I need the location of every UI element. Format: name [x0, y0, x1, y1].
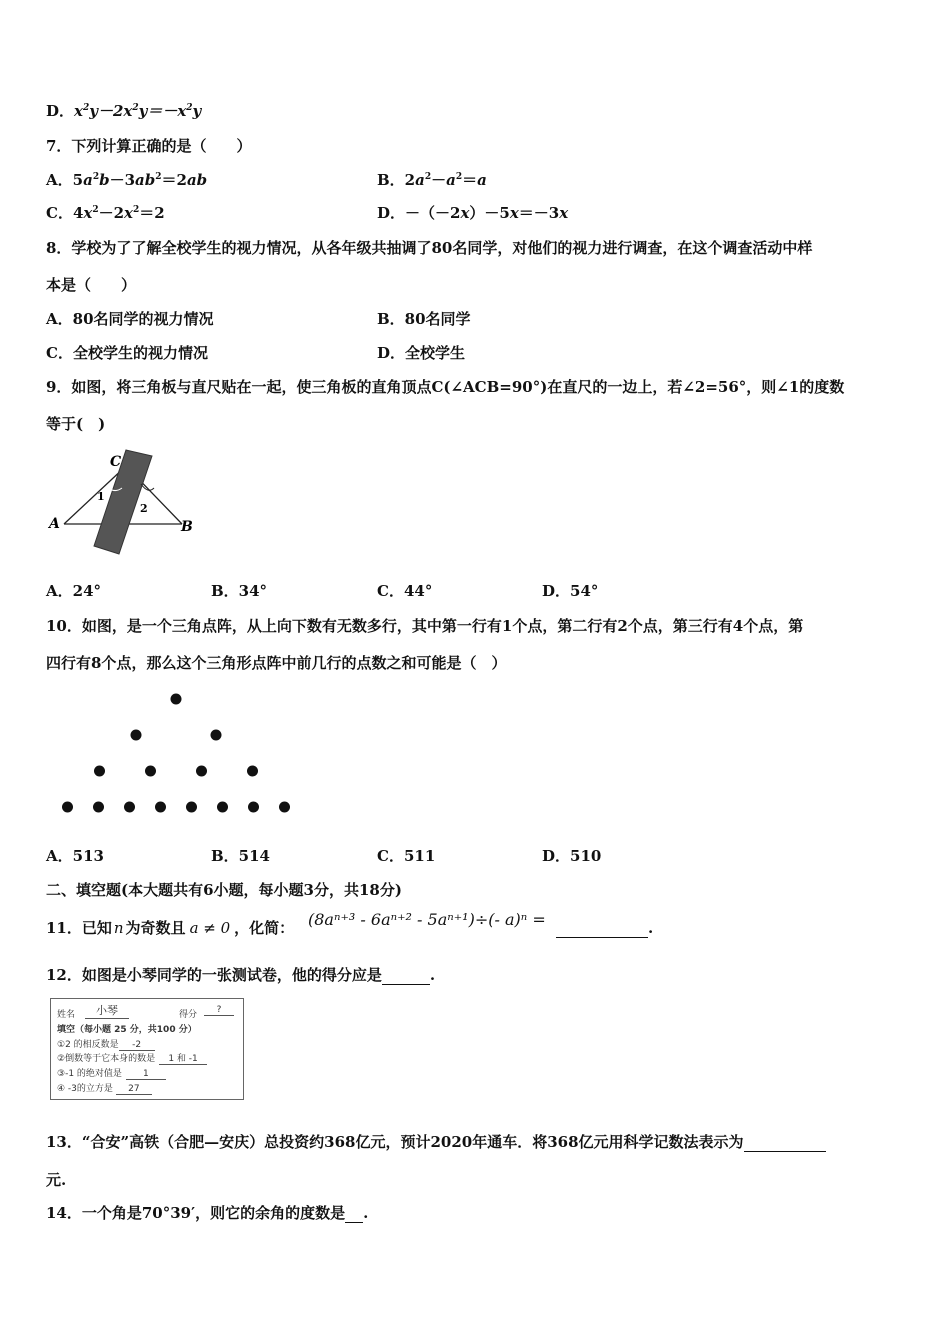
lattice-dot — [217, 802, 228, 813]
q14-end: . — [363, 1204, 369, 1222]
q12-item-4-a: 27 — [116, 1084, 152, 1095]
q10-stem-line1: 10．如图，是一个三角点阵，从上向下数有无数多行，其中第一行有1个点，第二行有2个点，第三行有4个点，第 — [46, 617, 804, 635]
q7-stem: 7．下列计算正确的是（ ） — [46, 137, 252, 155]
q8-option-d: D．全校学生 — [377, 344, 466, 362]
q9-option-b: B．34° — [211, 582, 268, 600]
q12-item-4-q: ④ -3的立方是 — [57, 1084, 113, 1094]
q11-mid: 为奇数且 — [125, 919, 186, 937]
q12-answer-blank[interactable] — [382, 966, 430, 985]
q9-label-a: A — [49, 516, 60, 532]
q12-item-1-q: ①2 的相反数是 — [57, 1040, 119, 1050]
q13-line2: 元. — [46, 1171, 67, 1189]
q12-item-1-a: -2 — [119, 1040, 155, 1051]
q12-item-2-a: 1 和 -1 — [159, 1051, 207, 1065]
q13-text: 13．“合安”高铁（合肥—安庆）总投资约368亿元，预计2020年通车．将368亿元用科学记数法表示为 — [46, 1133, 744, 1151]
q10-option-c: C．511 — [377, 847, 436, 865]
lattice-dot — [247, 766, 258, 777]
q11-post: ，化简： — [234, 919, 295, 937]
q12-item-2 — [57, 1051, 207, 1065]
q12-name-label: 姓名 — [57, 1010, 76, 1020]
q14 — [46, 1203, 368, 1223]
q8-option-a: A．80名同学的视力情况 — [46, 310, 214, 328]
q11-var-n: n — [113, 919, 124, 937]
q9-label-b: B — [181, 519, 193, 535]
q12-score-label: 得分 — [179, 1010, 198, 1020]
q11-pre: 11．已知 — [46, 919, 112, 937]
q9-label-c: C — [110, 454, 122, 470]
q11-expression: (8aⁿ⁺³ - 6aⁿ⁺² - 5aⁿ⁺¹)÷(- a)ⁿ = — [308, 910, 546, 929]
q10-option-b: B．514 — [211, 847, 270, 865]
q8-stem-line1: 8．学校为了了解全校学生的视力情况，从各年级共抽调了80名同学，对他们的视力进行调查，在这个调查活动中样 — [46, 239, 813, 257]
lattice-dot — [131, 730, 142, 741]
q12 — [46, 965, 435, 985]
q6-option-d-label: D． — [46, 102, 75, 120]
lattice-dot — [186, 802, 197, 813]
q13-answer-blank[interactable] — [744, 1133, 826, 1152]
q8-option-b: B．80名同学 — [377, 310, 471, 328]
lattice-dot — [211, 730, 222, 741]
q10-stem-line2: 四行有8个点，那么这个三角形点阵中前几行的点数之和可能是（ ） — [46, 654, 507, 672]
lattice-dot — [171, 694, 182, 705]
q12-item-3-a: 1 — [126, 1069, 166, 1080]
q12-score-value: ? — [204, 1005, 234, 1016]
q12-item-2-q: ②倒数等于它本身的数是 — [57, 1054, 156, 1064]
q11-end: . — [648, 919, 654, 937]
q13-line1 — [46, 1132, 826, 1152]
lattice-dot — [124, 802, 135, 813]
q7-option-d: D．－（－2x）－5x＝－3x — [377, 204, 569, 222]
q9-stem-line1: 9．如图，将三角板与直尺贴在一起，使三角板的直角顶点C(∠ACB=90°)在直尺的一边上，若∠2=56°，则∠1的度数 — [46, 378, 845, 396]
q11-condition: a ≠ 0 — [189, 919, 231, 937]
q12-heading: 填空（每小题 25 分，共100 分） — [57, 1025, 197, 1035]
q7-option-a: A．$5a^2b-3ab^2=2ab$ — [46, 171, 208, 189]
q9-option-c: C．44° — [377, 582, 433, 600]
q10-dot-lattice-figure — [40, 680, 310, 825]
lattice-dot — [145, 766, 156, 777]
lattice-dot — [155, 802, 166, 813]
q9-triangle-ruler-figure — [44, 446, 204, 561]
q9-label-angle2: 2 — [140, 502, 148, 515]
q12-item-1 — [57, 1037, 155, 1051]
q12-item-4 — [57, 1081, 152, 1095]
lattice-dot — [196, 766, 207, 777]
q12-text: 12．如图是小琴同学的一张测试卷，他的得分应是 — [46, 966, 382, 984]
q12-end: . — [429, 966, 436, 984]
q14-text: 14．一个角是70°39′，则它的余角的度数是 — [46, 1204, 346, 1222]
q9-angle2-arc — [141, 484, 154, 490]
q6-option-d-expr: $x^2y-2x^2y=-x^2y$ — [74, 102, 202, 120]
q10-option-d: D．510 — [542, 847, 602, 865]
q10-option-a: A．513 — [46, 847, 104, 865]
lattice-dot — [93, 802, 104, 813]
q14-answer-blank[interactable] — [345, 1204, 363, 1223]
q9-option-a: A．24° — [46, 582, 102, 600]
q12-item-3-q: ③-1 的绝对值是 — [57, 1069, 122, 1079]
q12-name-value: 小琴 — [85, 1002, 129, 1019]
lattice-dot — [62, 802, 73, 813]
lattice-dot — [248, 802, 259, 813]
q11-answer-blank[interactable] — [556, 919, 648, 938]
lattice-dot — [279, 802, 290, 813]
section2-heading: 二、填空题(本大题共有6小题，每小题3分，共18分) — [46, 881, 402, 899]
q9-label-angle1: 1 — [97, 490, 105, 503]
q12-item-3 — [57, 1066, 166, 1080]
q11-answer-line — [556, 918, 653, 938]
q9-option-d: D．54° — [542, 582, 599, 600]
q11 — [46, 918, 294, 938]
q7-option-b: B．$2a^2-a^2=a$ — [377, 171, 487, 189]
q8-option-c: C．全校学生的视力情况 — [46, 344, 208, 362]
q12-test-paper-image — [50, 998, 244, 1100]
q8-stem-line2: 本是（ ） — [46, 276, 137, 294]
lattice-dot — [94, 766, 105, 777]
q7-option-c: C．$4x^2-2x^2=2$ — [46, 204, 165, 222]
q9-stem-line2: 等于( ) — [46, 415, 106, 433]
q6-option-d — [46, 101, 201, 121]
